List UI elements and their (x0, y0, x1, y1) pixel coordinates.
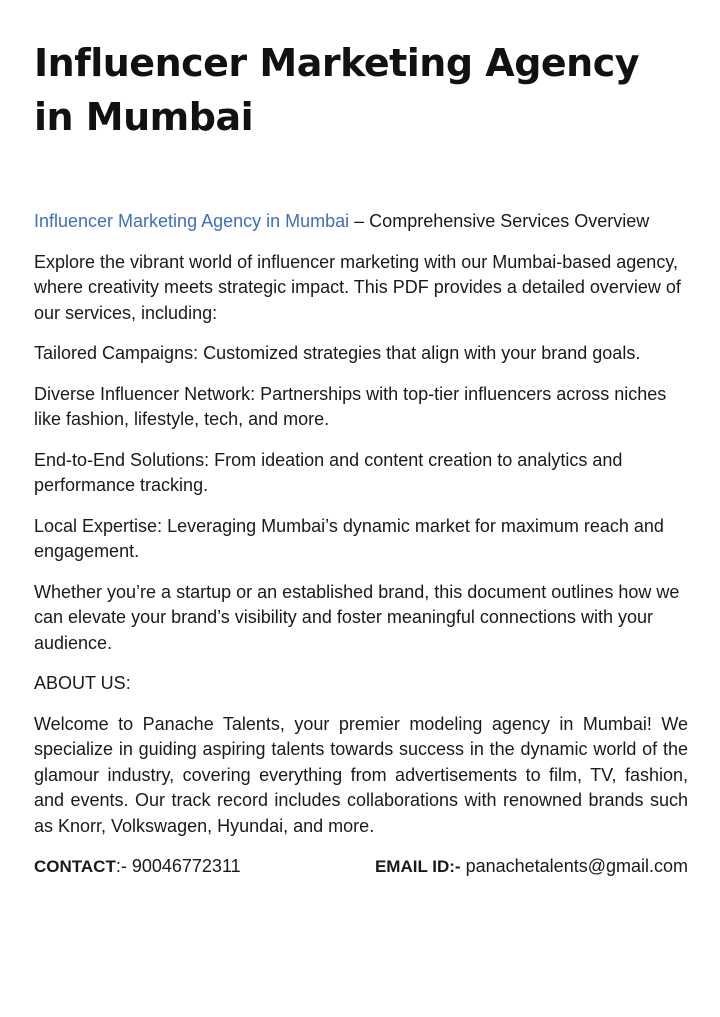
contact-phone[interactable]: 90046772311 (131, 856, 241, 876)
end-to-end-paragraph: End-to-End Solutions: From ideation and content creation to analytics and performance tracking. (34, 449, 623, 495)
contact-block (34, 854, 241, 880)
email-block (375, 854, 688, 880)
contact-row (34, 854, 688, 880)
page-title: Influencer Marketing Agency in Mumbai (34, 41, 640, 139)
document-page (34, 0, 688, 880)
intro-paragraph (34, 209, 688, 235)
about-body: Welcome to Panache Talents, your premier modeling agency in Mumbai! We specialize in guiding aspiring talents towards success in the dynamic world of the glamour industry, covering everything from advertisements to film, TV, fashion, and events. Our track record includes collaborations with renowned brands such as Knorr, Volkswagen, Hyundai, and more. (34, 713, 688, 836)
overview-paragraph: Explore the vibrant world of influencer marketing with our Mumbai-based agency, where creativity meets strategic impact. This PDF provides a detailed overview of our services, including: (34, 251, 681, 323)
contact-separator: :- (115, 856, 132, 876)
influencer-network-paragraph: Diverse Influencer Network: Partnerships with top-tier influencers across niches like fashion, lifestyle, tech, and more. (34, 383, 667, 429)
agency-link[interactable]: Influencer Marketing Agency in Mumbai (34, 211, 350, 231)
local-expertise-paragraph: Local Expertise: Leveraging Mumbai’s dynamic market for maximum reach and engagement. (34, 515, 664, 561)
email-address[interactable]: panachetalents@gmail.com (465, 856, 688, 876)
email-label: EMAIL ID:- (374, 857, 461, 876)
about-heading: ABOUT US: (34, 673, 131, 693)
closing-paragraph: Whether you’re a startup or an established brand, this document outlines how we can elevate your brand’s visibility and foster meaningful connections with your audience. (34, 581, 680, 653)
tailored-campaigns-paragraph: Tailored Campaigns: Customized strategies that align with your brand goals. (34, 343, 641, 363)
contact-label: CONTACT (34, 857, 116, 876)
intro-text: – Comprehensive Services Overview (349, 211, 650, 231)
